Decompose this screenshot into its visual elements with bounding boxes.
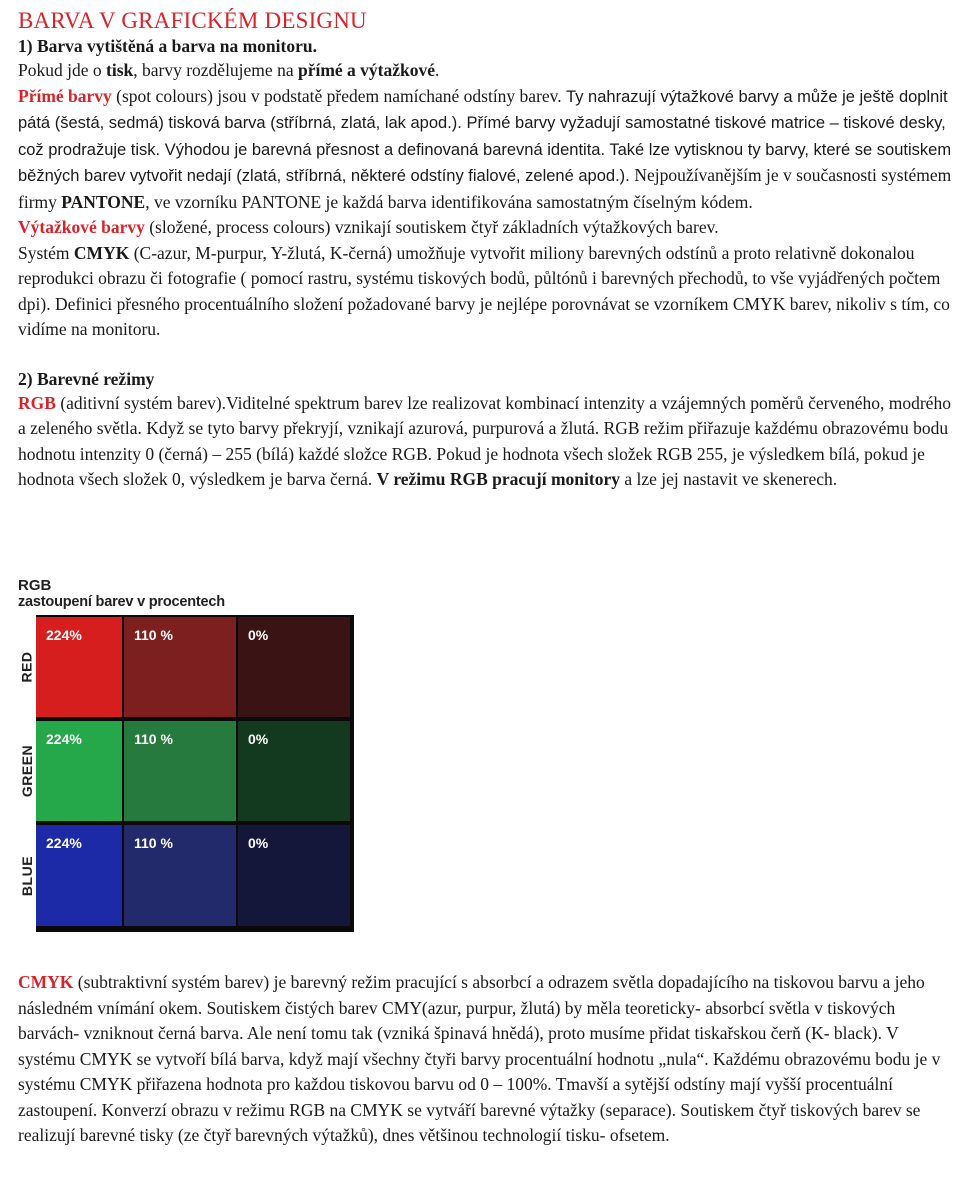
section1-cmyk-paragraph [18, 241, 958, 343]
section1-heading: 1) Barva vytištěná a barva na monitoru. [18, 36, 317, 56]
rgb-cell-blue-1 [124, 825, 236, 926]
rgb-text-a: (aditivní systém barev).Viditelné spektrum barev lze realizovat kombinací intenzity a vzájemných poměrů červeného, modrého a zeleného světla. Když se tyto barvy překryjí, vznikají azurová, purpurová a žlutá. RGB režim přiřazuje každému obrazovému bodu hodnotu intenzity 0 (černá) – 255 (bílá) každé složce RGB. Pokud je hodnota všech složek RGB 255, je výsledkem bílá, pokud je hodnota všech složek 0, výsledkem je barva černá. [18, 392, 951, 489]
cmyk-text-a: Systém [18, 242, 74, 263]
cmyk-label-bold: CMYK [73, 242, 130, 263]
rgb-cell-value: 110 % [134, 835, 173, 851]
rgb-cell-value: 0% [248, 731, 269, 747]
prime-text-a: (spot colours) jsou v podstatě předem namíchané odstíny barev. [111, 85, 567, 106]
section3-cmyk-paragraph [18, 970, 958, 1149]
rgb-row-labels [18, 615, 36, 932]
rgb-cell-value: 110 % [134, 731, 173, 747]
intro-bold: přímé a výtažkové [297, 60, 436, 80]
section1-prime-paragraph [18, 84, 958, 216]
rgb-cell-red-2 [238, 617, 350, 717]
rgb-figure-title-line1: RGB [18, 577, 52, 594]
rgb-cell-value: 224% [46, 731, 82, 747]
intro-tisk: tisk [106, 60, 134, 80]
rgb-cell-red-1 [124, 617, 236, 717]
rgb-row-label-blue [18, 823, 36, 928]
section2-rgb-paragraph [18, 391, 958, 493]
rgb-cell-blue-2 [238, 825, 350, 926]
pantone-label: PANTONE [61, 191, 146, 212]
rgb-bold: V režimu RGB pracují monitory [376, 469, 620, 489]
rgb-figure [18, 578, 354, 932]
document-page [18, 8, 958, 493]
rgb-row-label-text: RED [19, 651, 35, 683]
rgb-row-label-red [18, 615, 36, 719]
cmyk-label: CMYK [18, 972, 74, 992]
prime-text-c: Nejpoužívanějším je v současnosti systémem firmy [18, 165, 952, 212]
page-title: BARVA V GRAFICKÉM DESIGNU [18, 8, 367, 33]
section2-heading: 2) Barevné režimy [18, 368, 155, 389]
rgb-cell-value: 224% [46, 835, 82, 851]
rgb-label: RGB [18, 392, 56, 413]
section1-process-paragraph [18, 215, 958, 241]
rgb-cell-green-1 [124, 721, 236, 821]
rgb-text-end: a lze jej nastavit ve skenerech. [619, 469, 838, 489]
rgb-cell-value: 0% [248, 835, 269, 851]
process-label: Výtažkové barvy [18, 217, 145, 237]
prime-text-b: Ty nahrazují výtažkové barvy a může je ještě doplnit pátá (šestá, sedmá) tisková barva (stříbrná, zlatá, lak apod.). Přímé barvy vyžadují samostatné tiskové matrice – tiskové desky, což prodražuje tisk. Výhodou je barevná přesnost a definovaná barevná identita. Také lze vytisknou ty barvy, které se soutiskem běžných barev vytvořit nedají (zlatá, stříbrná, některé odstíny fialové, zelené apod.). [18, 87, 952, 185]
rgb-figure-title-line2: zastoupení barev v procentech [18, 594, 225, 610]
intro-text-b: , barvy rozdělujeme na [133, 60, 298, 80]
prime-text-d: , ve vzorníku PANTONE je každá barva identifikována samostatným číselným kódem. [145, 191, 753, 212]
rgb-figure-title [18, 578, 225, 610]
section1-intro [18, 58, 958, 84]
section3 [18, 970, 958, 1149]
rgb-cell-red-0 [36, 617, 122, 717]
rgb-row-label-text: BLUE [19, 855, 35, 896]
rgb-row-label-green [18, 719, 36, 823]
rgb-cell-value: 110 % [134, 627, 173, 643]
rgb-grid [18, 615, 354, 932]
prime-label: Přímé barvy [18, 85, 112, 106]
intro-text-a: Pokud jde o [18, 60, 106, 80]
rgb-cell-blue-0 [36, 825, 122, 926]
rgb-cell-value: 224% [46, 627, 82, 643]
rgb-cell-green-0 [36, 721, 122, 821]
cmyk-text: (subtraktivní systém barev) je barevný režim pracující s absorbcí a odrazem světla dopadajícího na tiskovou barvu a jeho následném vnímání okem. Soutiskem čistých barev CMY(azur, purpur, žlutá) by měla teoreticky- absorbcí světla v tiskových barvách- vzniknout černá barva. Ale není tomu tak (vzniká špinavá hnědá), proto musíme přidat tiskařskou čerň (K- black). V systému CMYK se vytvoří bílá barva, když mají všechny čtyři barvy procentuální hodnotu „nula“. Každému obrazovému bodu je v systému CMYK přiřazena hodnota pro každou tiskovou barvu od 0 – 100%. Tmavší a sytější odstíny mají vyšší procentuální zastoupení. Konverzí obrazu v režimu RGB na CMYK se vytváří barevné výtažky (separace). Soutiskem čtyř tiskových barev se realizují barevné tisky (ze čtyř barevných výtažků), dnes většinou technologií tisku- ofsetem. [18, 972, 941, 1145]
rgb-cell-value: 0% [248, 627, 269, 643]
process-text: (složené, process colours) vznikají soutiskem čtyř základních výtažkových barev. [144, 217, 719, 237]
rgb-cell-green-2 [238, 721, 350, 821]
intro-text-c: . [435, 60, 440, 80]
cmyk-text-b: (C-azur, M-purpur, Y-žlutá, K-černá) umožňuje vytvořit miliony barevných odstínů a proto relativně dokonalou reprodukci obrazu či fotografie ( pomocí rastru, systému tiskových bodů, půltónů i barevných přechodů, to vše vyjádřených počtem dpi). Definici přesného procentuálního složení požadované barvy je nejlépe porovnávat se vzorníkem CMYK barev, nikoliv s tím, co vidíme na monitoru. [18, 242, 950, 339]
rgb-row-label-text: GREEN [19, 744, 36, 798]
